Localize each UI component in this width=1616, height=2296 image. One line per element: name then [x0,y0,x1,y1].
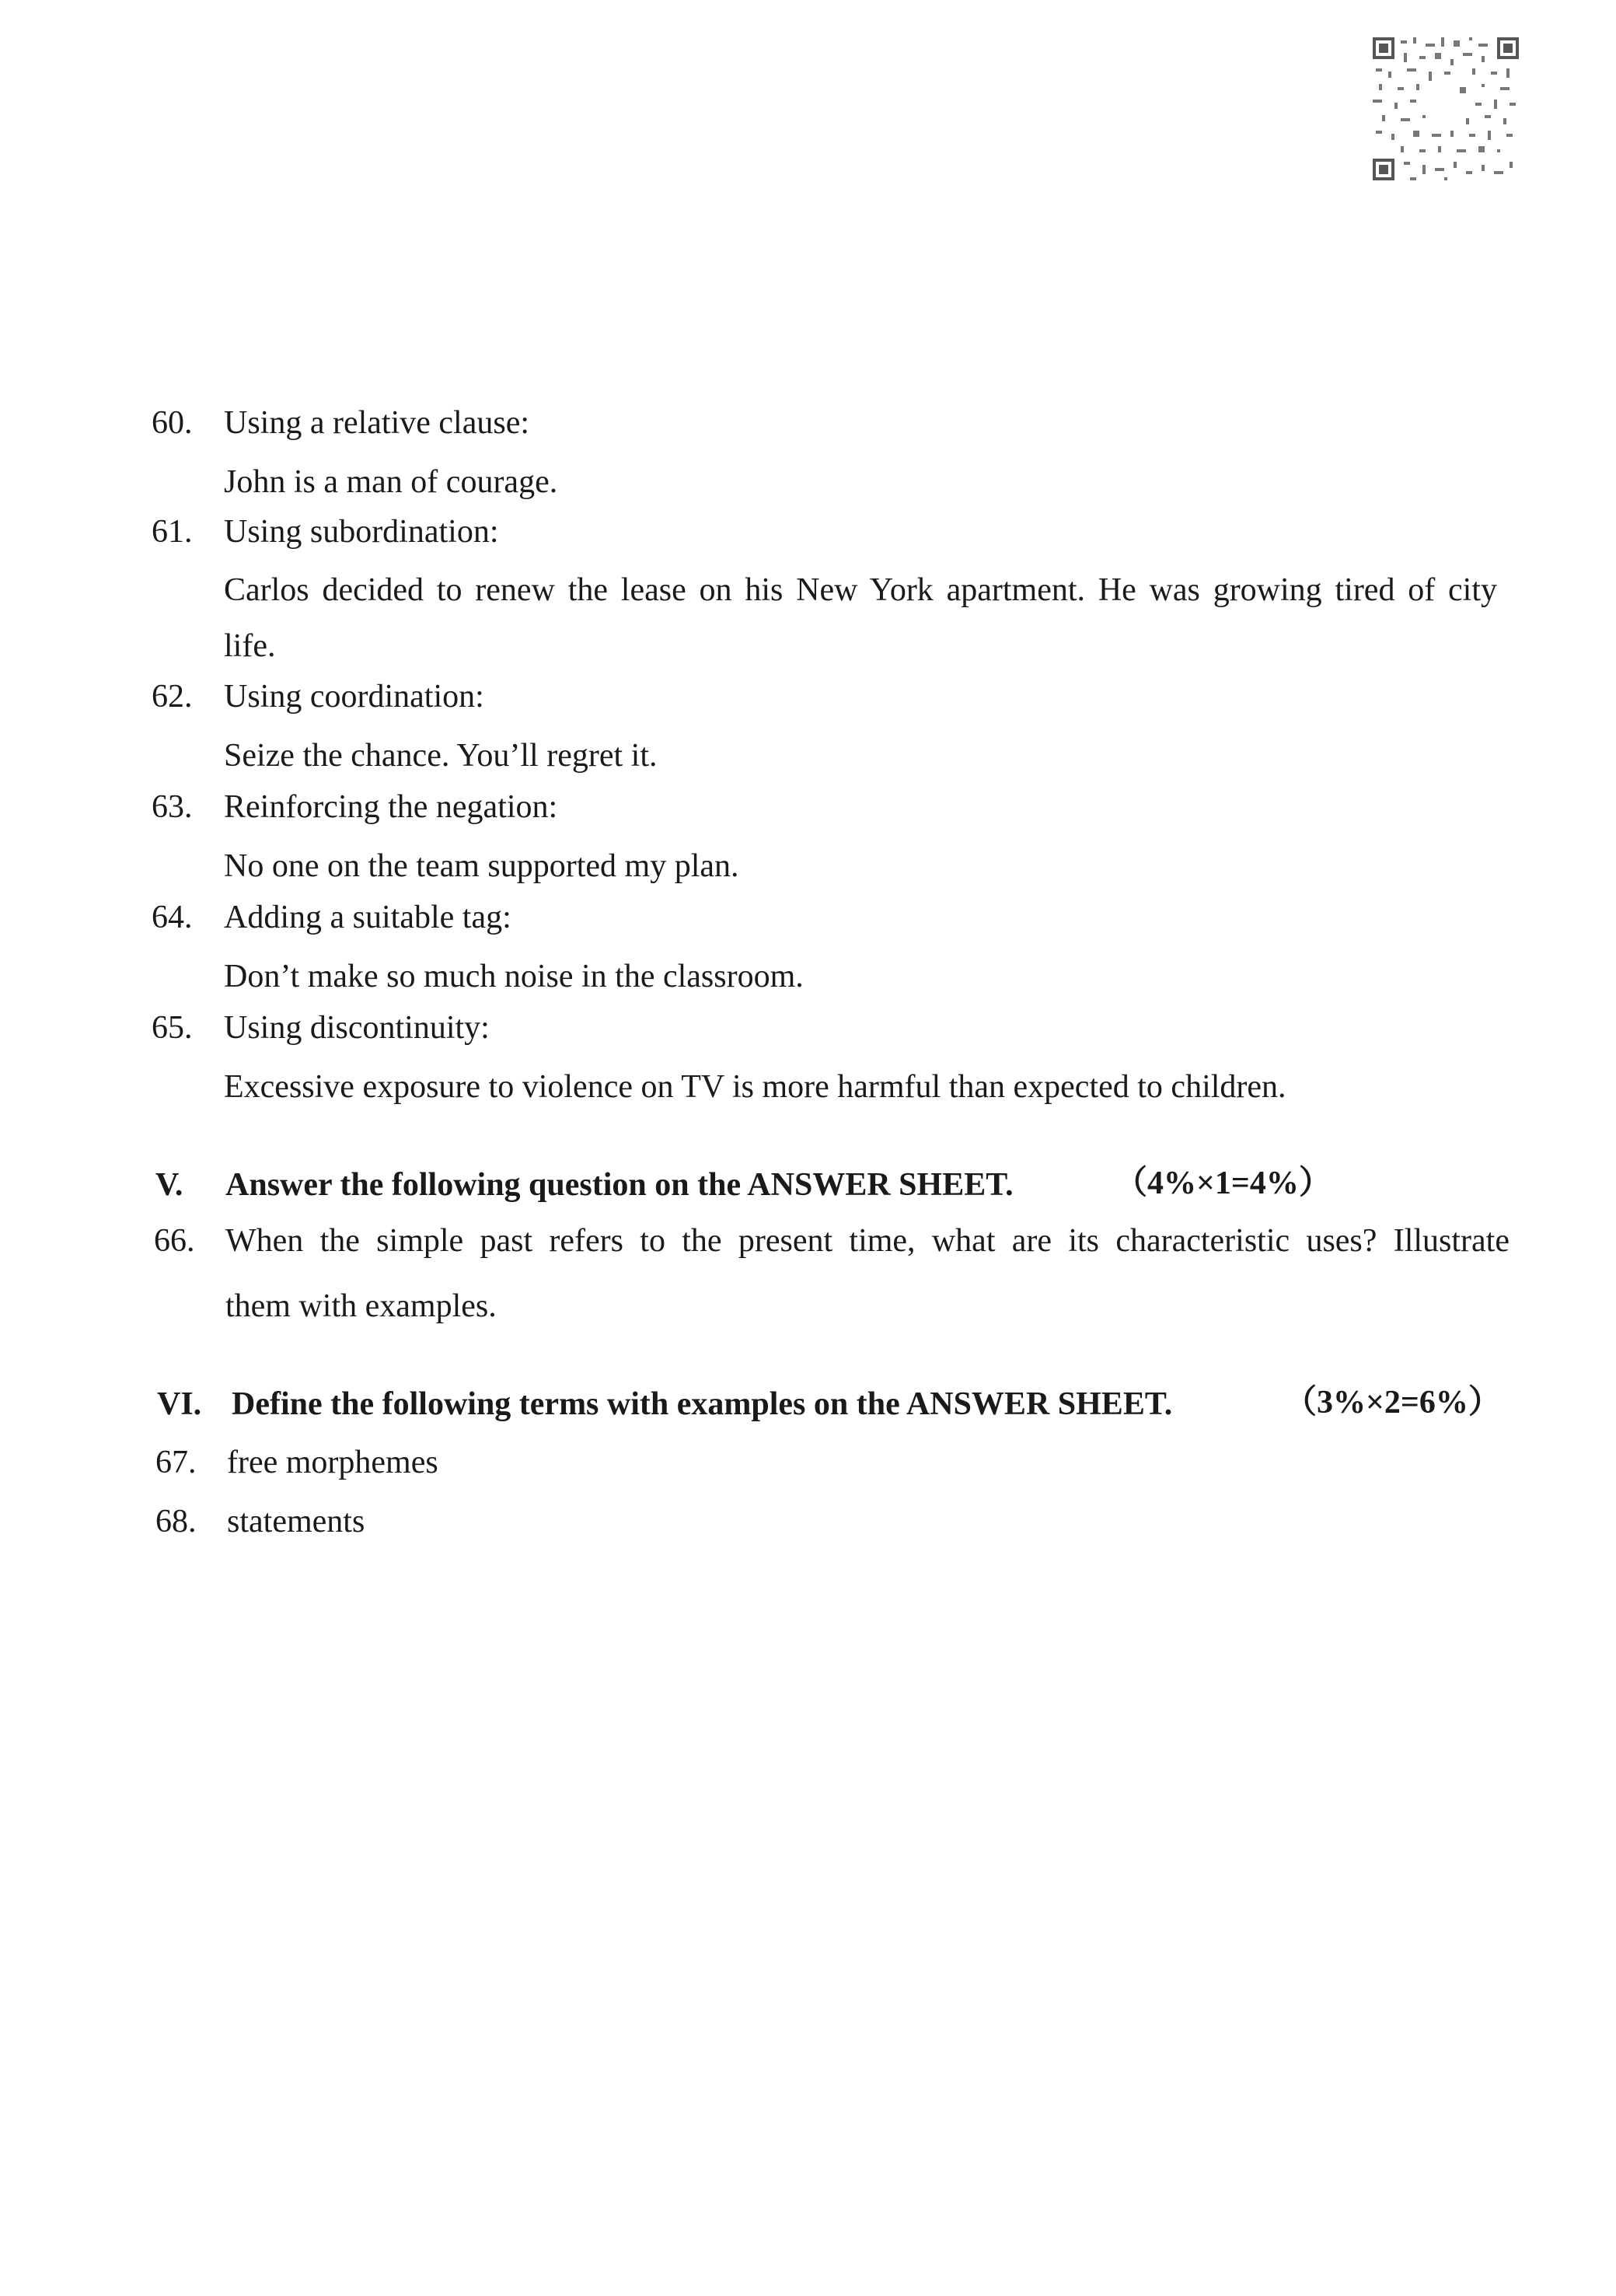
item-63-prompt: Reinforcing the negation: [224,789,558,825]
item-65-sentence: Excessive exposure to violence on TV is more harmful than expected to children. [224,1069,1286,1105]
section-vi-roman: VI. [157,1386,202,1422]
item-62-prompt: Using coordination: [224,679,484,715]
item-61-number: 61. [152,514,193,550]
item-68-number: 68. [155,1504,197,1539]
item-64-sentence: Don’t make so much noise in the classroom. [224,959,804,994]
item-63-sentence: No one on the team supported my plan. [224,848,739,884]
item-61-sentence-line2: life. [224,628,276,664]
section-v-roman: V. [155,1167,183,1203]
item-64-prompt: Adding a suitable tag: [224,900,511,935]
item-65-prompt: Using discontinuity: [224,1010,490,1046]
item-60-sentence: John is a man of courage. [224,464,558,500]
item-68-term: statements [227,1504,365,1539]
item-60-prompt: Using a relative clause: [224,405,530,441]
item-63-number: 63. [152,789,193,825]
qr-code-icon [1370,34,1522,183]
item-66-question-line2: them with examples. [225,1288,497,1324]
item-67-term: free morphemes [227,1445,438,1480]
section-vi-marks: （3%×2=6%） [1284,1385,1501,1421]
item-61-prompt: Using subordination: [224,514,499,550]
item-66-number: 66. [154,1223,195,1259]
item-62-sentence: Seize the chance. You’ll regret it. [224,738,658,774]
item-66-question-line1: When the simple past refers to the present time, what are its characteristic uses? Illustrate [225,1223,1510,1259]
item-62-number: 62. [152,679,193,715]
section-v-marks: （4%×1=4%） [1115,1165,1332,1201]
item-60-number: 60. [152,405,193,441]
section-vi-title: Define the following terms with examples on the ANSWER SHEET. [232,1386,1173,1422]
item-67-number: 67. [155,1445,197,1480]
item-65-number: 65. [152,1010,193,1046]
item-61-sentence-line1: Carlos decided to renew the lease on his New York apartment. He was growing tired of city [224,572,1497,608]
section-v-title: Answer the following question on the ANSWER SHEET. [225,1167,1014,1203]
item-64-number: 64. [152,900,193,935]
